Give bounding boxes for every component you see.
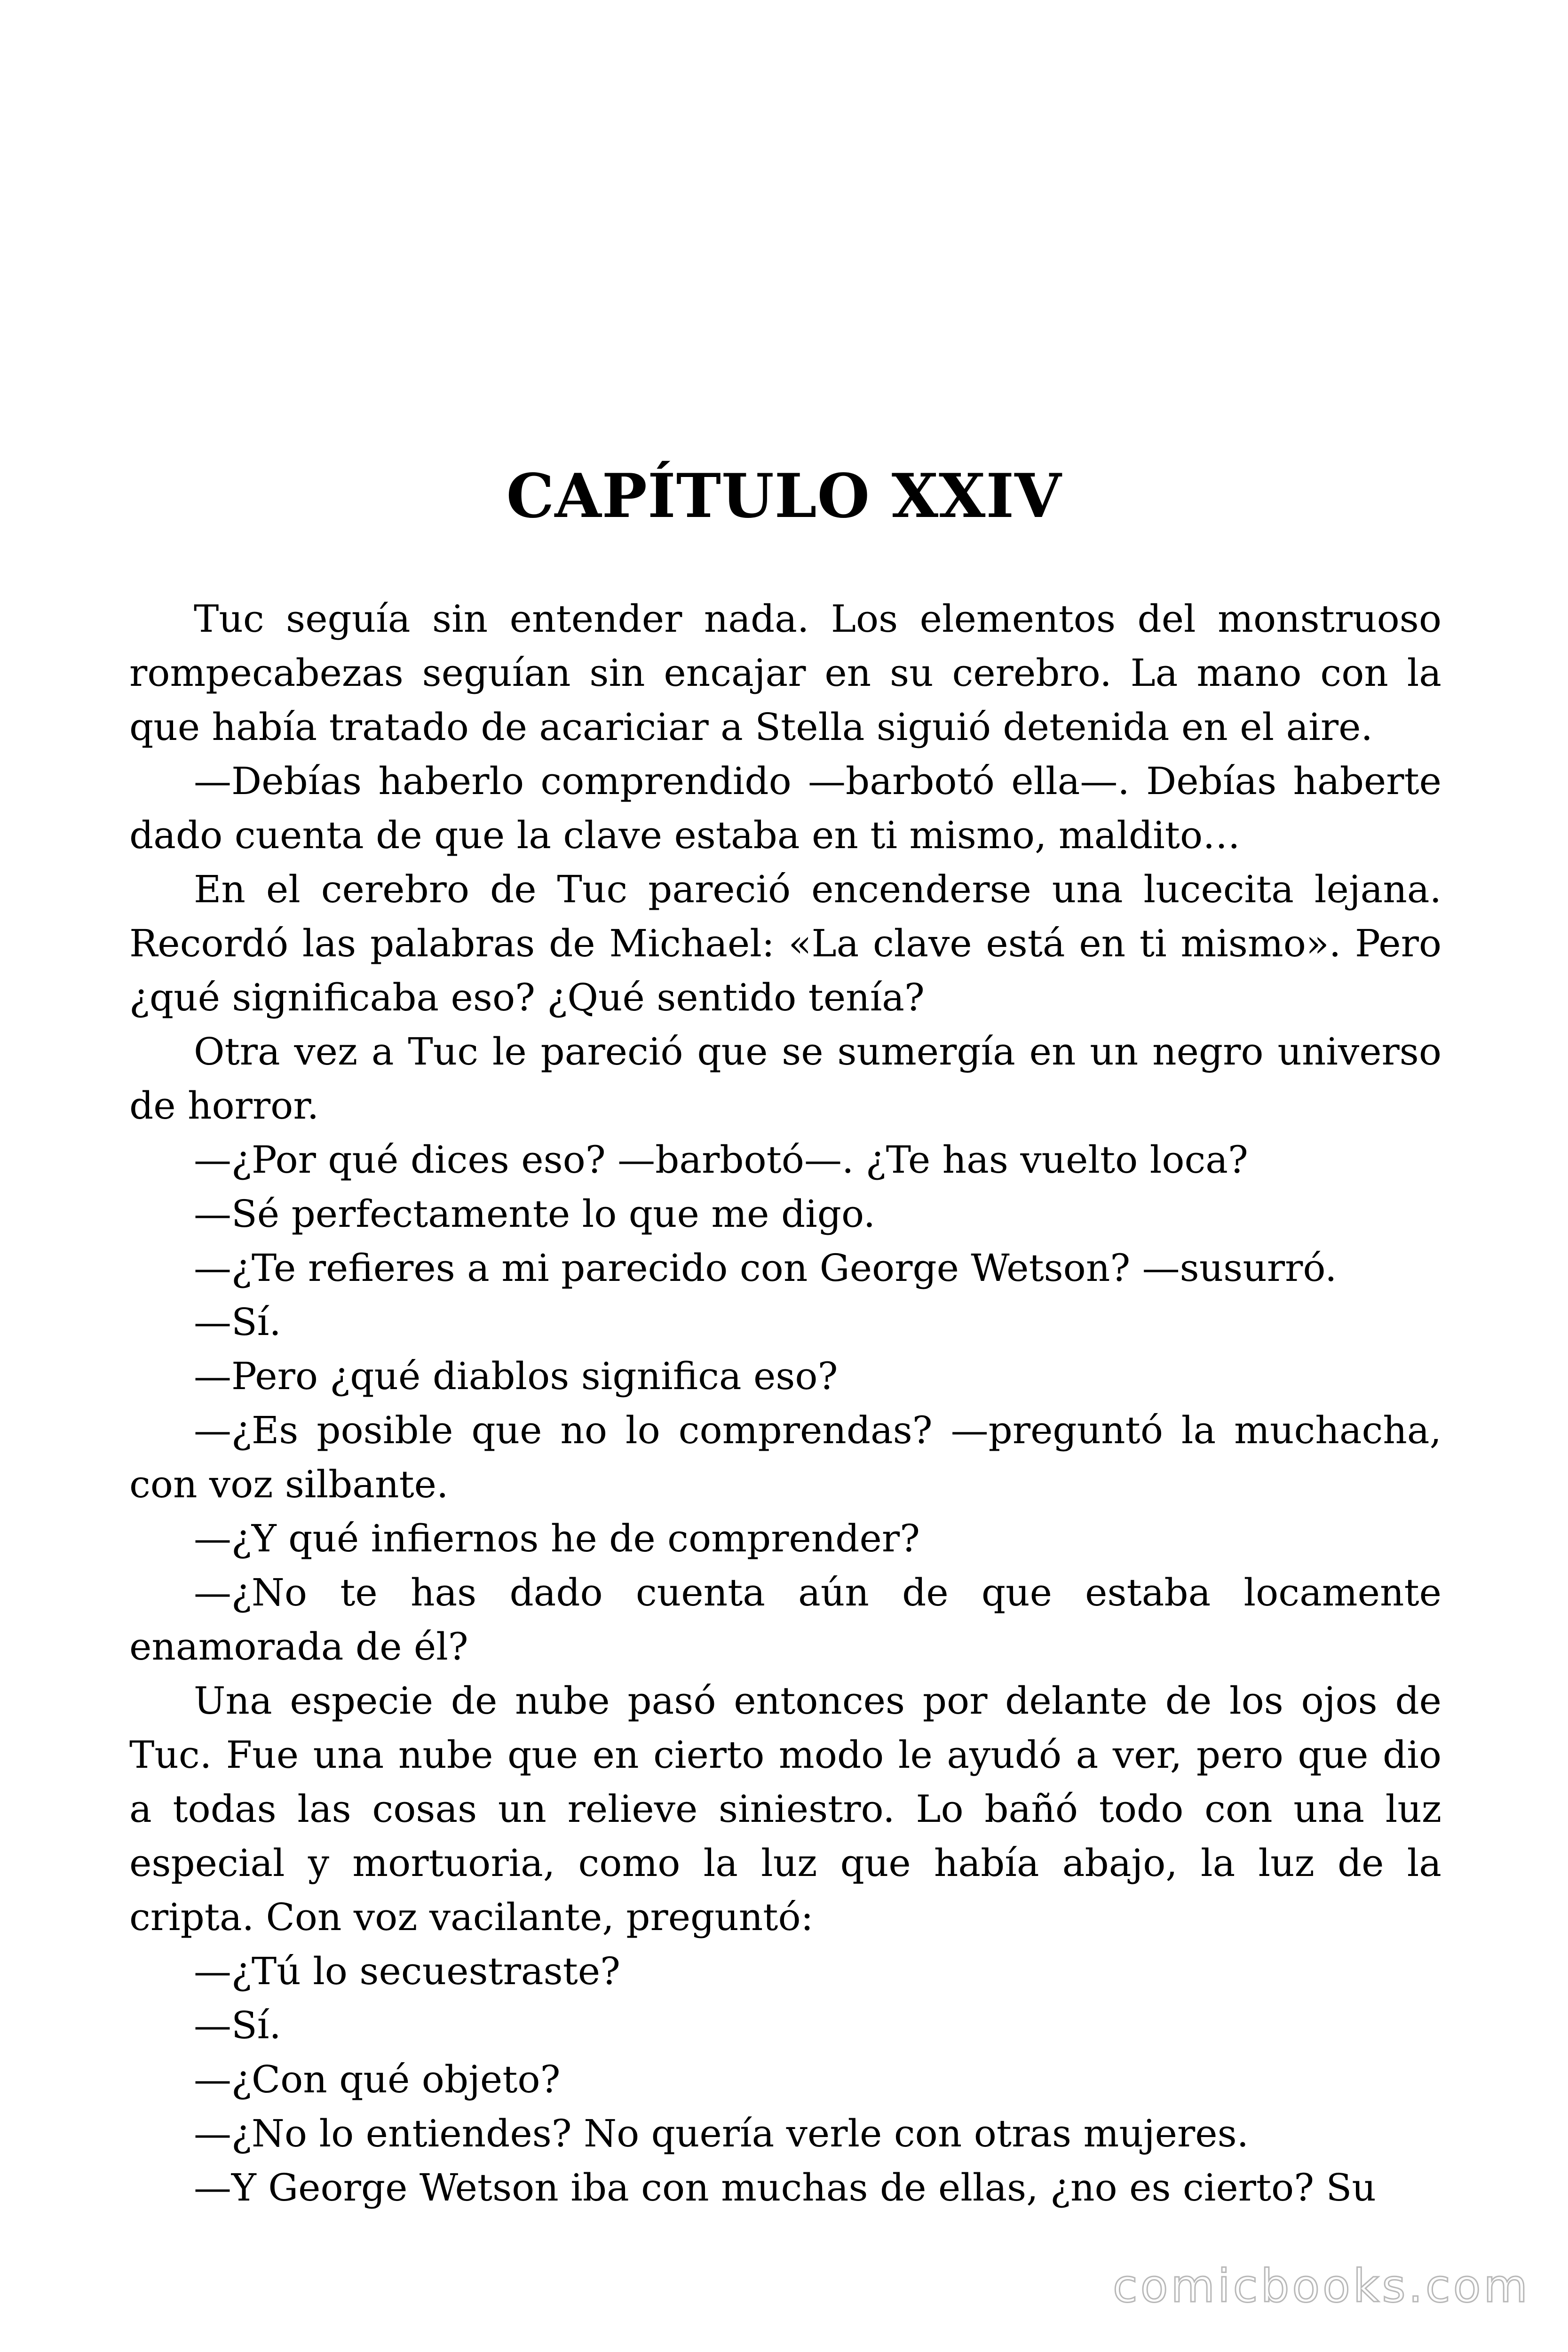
paragraph: Otra vez a Tuc le pareció que se sumergía en un negro universo de horror. <box>129 1030 1441 1128</box>
paragraph: —¿No te has dado cuenta aún de que estaba locamente enamorada de él? <box>129 1571 1441 1669</box>
paragraph: Tuc seguía sin entender nada. Los elementos del monstruoso rompecabezas seguían sin encajar en su cerebro. La mano con la que había tratado de acariciar a Stella siguió detenida en el aire. <box>129 597 1441 749</box>
watermark: comicbooks.com <box>1112 2260 1530 2312</box>
paragraph: —¿No lo entiendes? No quería verle con otras mujeres. <box>194 2112 1249 2155</box>
paragraph: —¿Te refieres a mi parecido con George Wetson? —susurró. <box>194 1246 1337 1290</box>
paragraph: En el cerebro de Tuc pareció encenderse una lucecita lejana. Recordó las palabras de Michael: «La clave está en ti mismo». Pero ¿qué significaba eso? ¿Qué sentido tenía? <box>129 867 1441 1019</box>
paragraph: —¿Y qué infiernos he de comprender? <box>194 1517 920 1560</box>
paragraph: —¿Tú lo secuestraste? <box>194 1949 621 1993</box>
paragraph: —Pero ¿qué diablos significa eso? <box>194 1354 838 1398</box>
paragraph: —Y George Wetson iba con muchas de ellas, ¿no es cierto? Su <box>194 2166 1376 2209</box>
paragraph: —Sé perfectamente lo que me digo. <box>194 1192 876 1236</box>
paragraph: —¿Con qué objeto? <box>194 2058 561 2101</box>
paragraph: —Debías haberlo comprendido —barbotó ella—. Debías haberte dado cuenta de que la clave estaba en ti mismo, maldito… <box>129 759 1441 857</box>
paragraph: —¿Es posible que no lo comprendas? —preguntó la muchacha, con voz silbante. <box>129 1408 1441 1506</box>
paragraph: Una especie de nube pasó entonces por delante de los ojos de Tuc. Fue una nube que en cierto modo le ayudó a ver, pero que dio a todas las cosas un relieve siniestro. Lo bañó todo con una luz especial y mortuoria, como la luz que había abajo, la luz de la cripta. Con voz vacilante, preguntó: <box>129 1679 1441 1939</box>
chapter-title: CAPÍTULO XXIV <box>506 461 1062 532</box>
paragraph: —Sí. <box>194 2003 281 2047</box>
paragraph: —Sí. <box>194 1300 281 1344</box>
paragraph: —¿Por qué dices eso? —barbotó—. ¿Te has vuelto loca? <box>194 1138 1248 1182</box>
chapter-text <box>129 592 1441 2215</box>
